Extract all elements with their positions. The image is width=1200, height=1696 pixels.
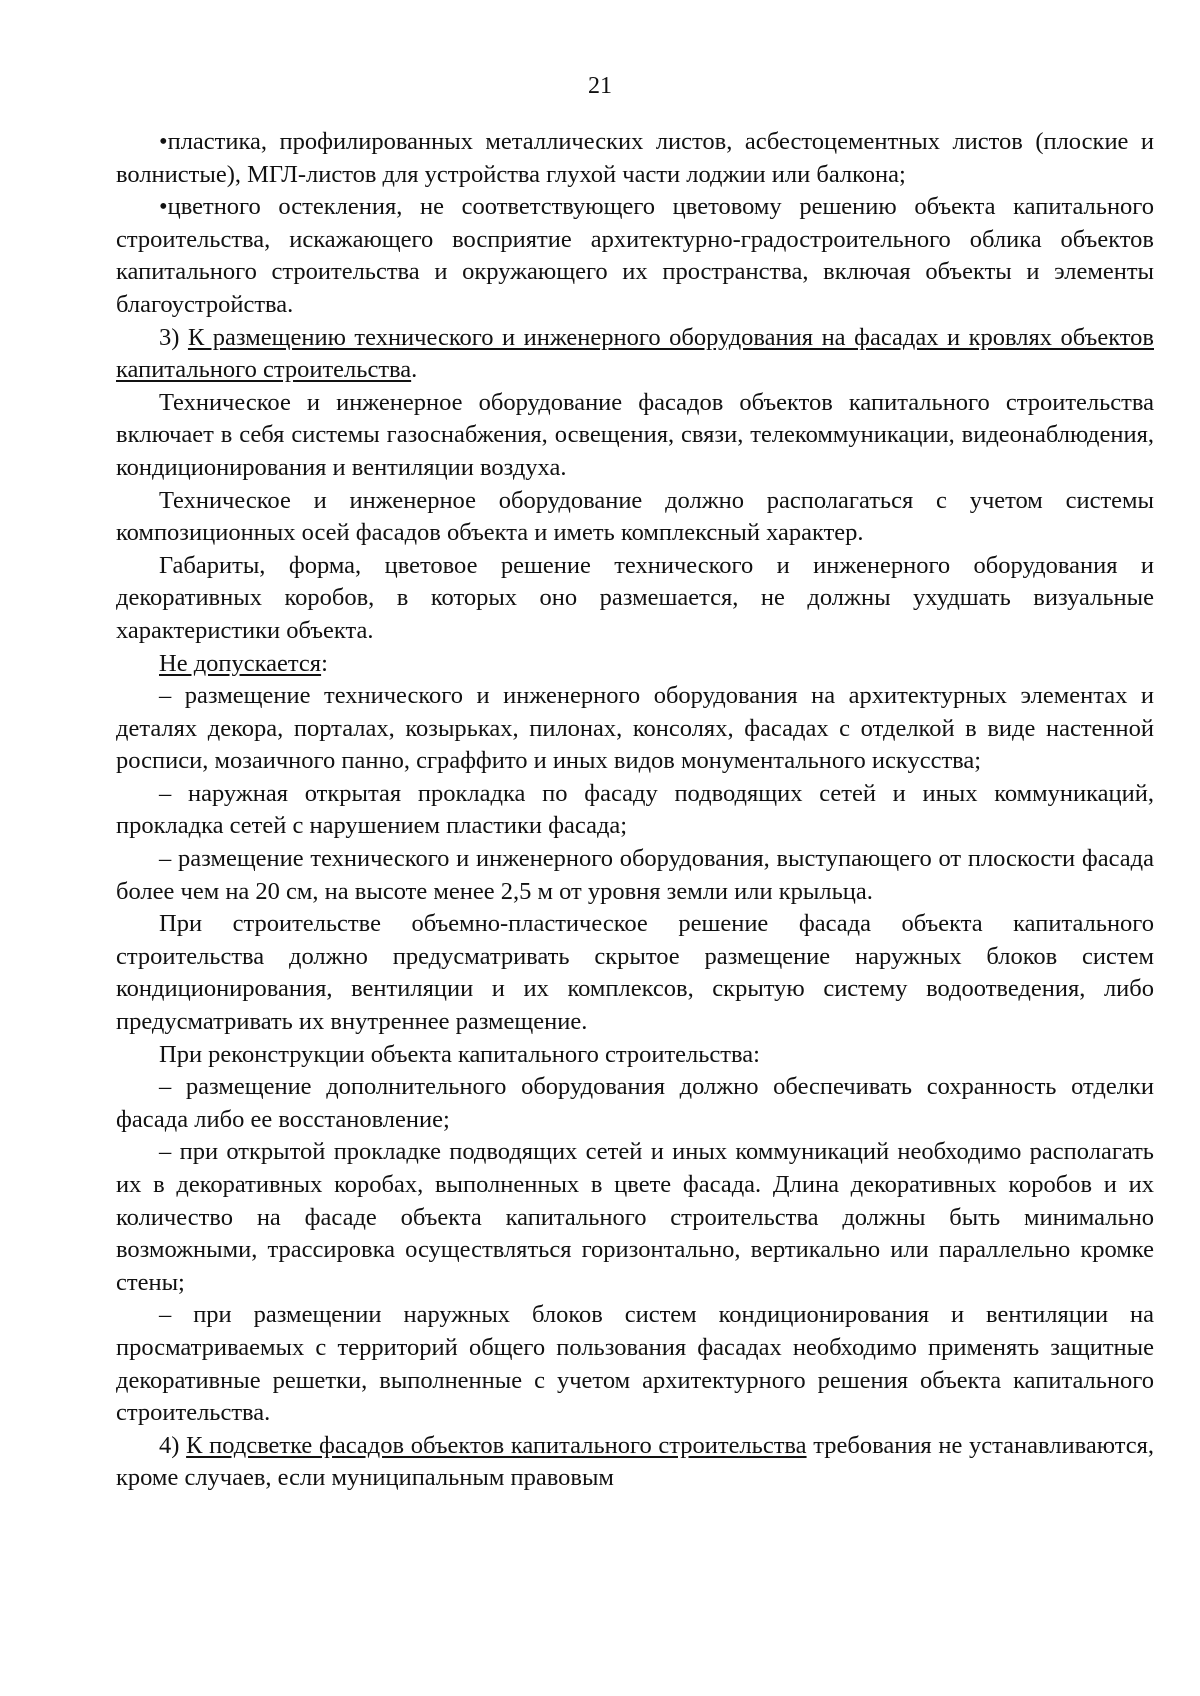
list-item-decor-placement: – размещение технического и инженерного оборудования на архитектурных элементах и деталях декора, порталах, козырьках, пилонах, консолях, фасадах с отделкой в виде настенной росписи, мозаичного панно, сграффито и иных видов монументального искусства; [116,682,1154,775]
paragraph-glazing-bullet: •цветного остекления, не соответствующего цветовому решению объекта капитального строительства, искажающего восприятие архитектурно-градостроительного облика объектов капитального строительства и окружающего их пространства, включая объекты и элементы благоустройства. [116,193,1154,318]
paragraph-reconstruction: При реконструкции объекта капитального строительства: [159,1040,760,1068]
section-title-underlined: К подсветке фасадов объектов капитального строительства [186,1431,807,1459]
paragraph-equipment-placement: Техническое и инженерное оборудование должно располагаться с учетом системы композиционных осей фасадов объекта и иметь комплексный характер. [116,486,1154,547]
list-item-open-wiring: – наружная открытая прокладка по фасаду подводящих сетей и иных коммуникаций, прокладка сетей с нарушением пластики фасада; [116,779,1154,840]
section-heading-3 [116,322,1154,387]
list-item-protruding-equipment: – размещение технического и инженерного оборудования, выступающего от плоскости фасада более чем на 20 см, на высоте менее 2,5 м от уровня земли или крыльца. [116,845,1154,905]
section-title-suffix: . [411,356,418,384]
not-allowed-underlined: Не допускается [159,649,322,677]
paragraph-plastic-bullet: •пластика, профилированных металлических листов, асбестоцементных листов (плоские и волнистые), МГЛ-листов для устройства глухой части лоджии или балкона; [116,128,1154,188]
section-title-suffix: требования не устанавливаются, кроме случаев, если муниципальным правовым [116,1431,1154,1492]
list-item-additional-equipment: – размещение дополнительного оборудования должно обеспечивать сохранность отделки фасада либо ее восстановление; [116,1073,1154,1133]
section-number: 4) [159,1431,187,1459]
paragraph-dimensions: Габариты, форма, цветовое решение технического и инженерного оборудования и декоративных коробов, в которых оно размешается, не должны ухудшать визуальные характеристики объекта. [116,551,1154,644]
paragraph-equipment-includes: Техническое и инженерное оборудование фасадов объектов капитального строительства включает в себя системы газоснабжения, освещения, связи, телекоммуникации, видеонаблюдения, кондиционирования и вентиляции воздуха. [116,388,1154,481]
list-item-protective-grilles: – при размещении наружных блоков систем кондиционирования и вентиляции на просматриваемых с территорий общего пользования фасадах необходимо применять защитные декоративные решетки, выполненные с учетом архитектурного решения объекта капитального строительства. [116,1301,1154,1427]
section-title-underlined: К размещению технического и инженерного оборудования на фасадах и кровлях объектов капитального строительства [116,323,1154,384]
list-item-decorative-boxes: – при открытой прокладке подводящих сетей и иных коммуникаций необходимо располагать их в декоративных коробах, выполненных в цвете фасада. Длина декоративных коробов и их количество на фасаде объекта капитального строительства должны быть минимально возможными, трассировка осуществляться горизонтально, вертикально или параллельно кромке стены; [116,1138,1154,1296]
section-number: 3) [159,323,188,351]
paragraph-construction: При строительстве объемно-пластическое решение фасада объекта капитального строительства должно предусматривать скрытое размещение наружных блоков систем кондиционирования, вентиляции и их комплексов, скрытую систему водоотведения, либо предусматривать их внутреннее размещение. [116,910,1154,1036]
document-body [116,126,1154,1495]
section-heading-4 [116,1430,1154,1495]
page-number: 21 [588,73,612,99]
not-allowed-suffix: : [321,649,328,677]
not-allowed-heading [116,648,1154,681]
